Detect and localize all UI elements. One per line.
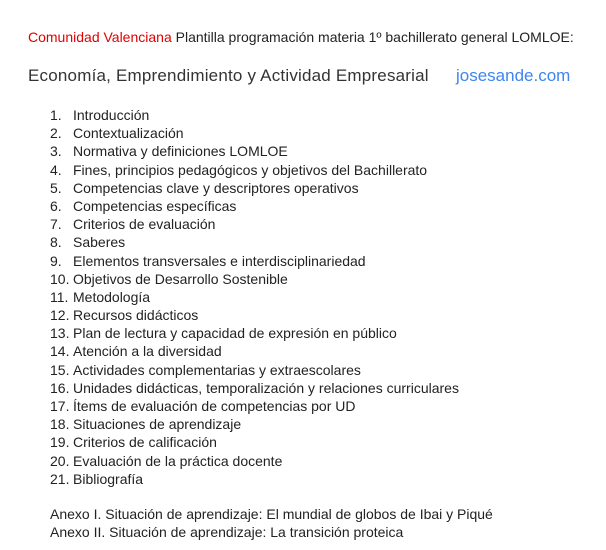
toc-item [50,124,459,142]
toc-item-number: 4. [50,161,62,178]
toc-item-number: 10. [50,270,70,287]
toc-item [50,433,459,451]
toc-item-label: Normativa y definiciones LOMLOE [73,143,288,160]
toc-item-number: 14. [50,343,70,360]
toc-item-number: 1. [50,107,62,123]
toc-item-label: Fines, principios pedagógicos y objetivos del Bachillerato [73,161,428,178]
toc-item [50,215,459,233]
toc-item-number: 21. [50,470,70,487]
toc-item-number: 20. [50,452,70,469]
toc-item-label: Elementos transversales e interdisciplinariedad [73,252,366,269]
toc-item-number: 2. [50,125,62,142]
toc-item-number: 7. [50,216,62,233]
toc-item-number: 15. [50,361,70,378]
annex-item: Anexo II. Situación de aprendizaje: La transición proteica [50,524,404,541]
toc-item-number: 3. [50,143,62,160]
toc-item-label: Bibliografía [73,470,144,487]
toc-item [50,270,459,288]
toc-item-label: Ítems de evaluación de competencias por UD [73,398,356,414]
annex-list [50,505,493,542]
toc-item-label: Competencias específicas [73,197,237,214]
toc-item-label: Actividades complementarias y extraescolares [73,361,361,378]
toc-item-label: Plan de lectura y capacidad de expresión en público [73,325,397,342]
toc-item [50,161,459,179]
toc-item [50,252,459,270]
toc-item-label: Atención a la diversidad [73,343,222,360]
toc-item-number: 8. [50,234,62,251]
document-header [28,28,574,46]
toc-item [50,106,459,124]
toc-item-label: Unidades didácticas, temporalización y relaciones curriculares [73,379,459,396]
toc-item-number: 19. [50,434,70,451]
toc-item [50,342,459,360]
toc-item-number: 16. [50,379,70,396]
toc-item-label: Objetivos de Desarrollo Sostenible [73,270,288,287]
toc-item-label: Recursos didácticos [73,307,199,324]
toc-item [50,306,459,324]
toc-item [50,142,459,160]
toc-item [50,379,459,397]
subject-title: Economía, Emprendimiento y Actividad Empresarial [28,66,429,85]
toc-item [50,179,459,197]
toc-item-number: 6. [50,197,62,214]
annex-item: Anexo I. Situación de aprendizaje: El mundial de globos de Ibai y Piqué [50,506,493,522]
toc-item-label: Criterios de calificación [73,434,217,451]
toc-item-label: Metodología [73,288,151,305]
toc-item-label: Contextualización [73,125,184,142]
toc-item-number: 17. [50,398,70,414]
toc-item [50,361,459,379]
toc-item [50,233,459,251]
toc-item [50,197,459,215]
region-label: Comunidad Valenciana [28,29,172,45]
toc-item-label: Introducción [73,107,150,123]
toc-item-number: 9. [50,252,62,269]
toc-item [50,324,459,342]
toc-item [50,452,459,470]
toc-item [50,288,459,306]
toc-item-label: Saberes [73,234,126,251]
toc-item-number: 13. [50,325,70,342]
toc-item-label: Criterios de evaluación [73,216,216,233]
toc-item-label: Competencias clave y descriptores operativos [73,179,359,196]
toc-item [50,470,459,488]
template-title: Plantilla programación materia 1º bachillerato general LOMLOE: [175,29,574,45]
site-link[interactable]: josesande.com [456,66,571,85]
toc-item-number: 5. [50,179,62,196]
toc-item-number: 18. [50,416,70,433]
toc-item-number: 12. [50,307,70,324]
toc-item-number: 11. [50,288,69,305]
table-of-contents [50,106,459,488]
toc-item [50,397,459,415]
toc-item [50,415,459,433]
toc-item-label: Situaciones de aprendizaje [73,416,242,433]
toc-item-label: Evaluación de la práctica docente [73,452,283,469]
